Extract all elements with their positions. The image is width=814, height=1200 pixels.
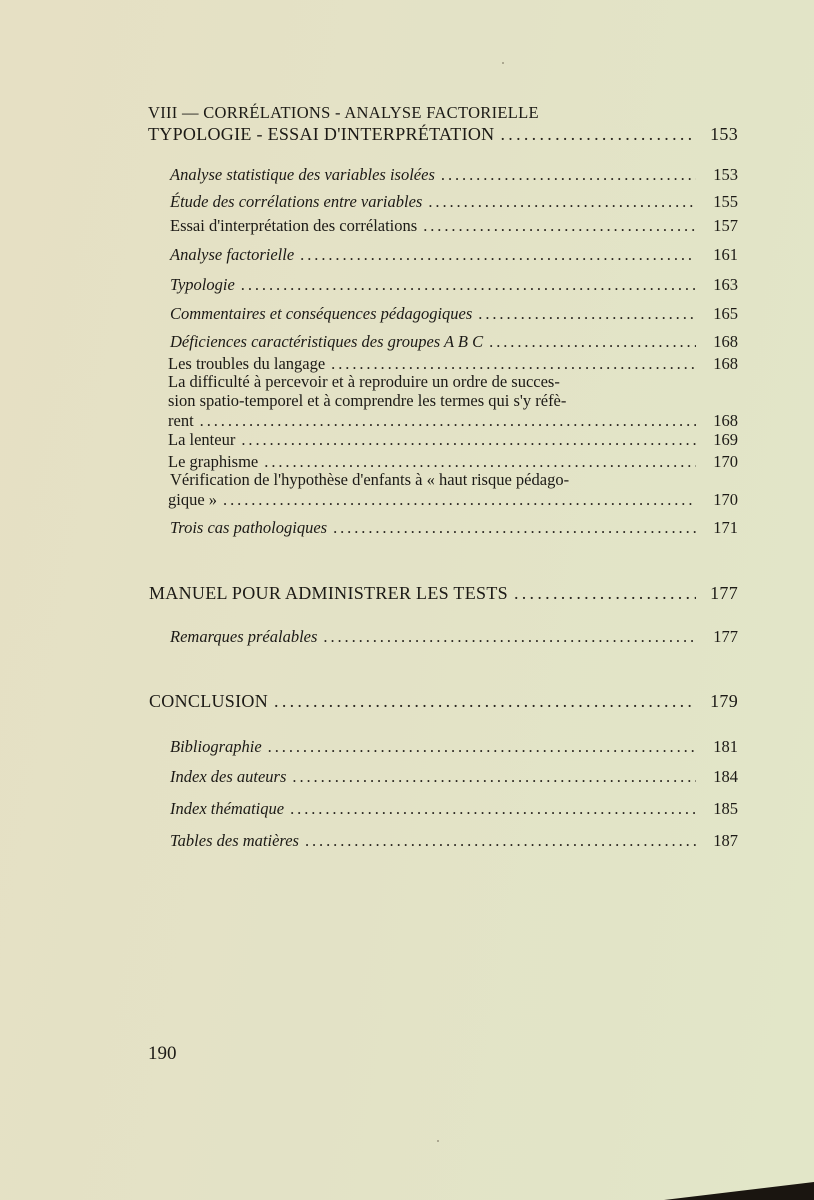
dot-leader	[500, 125, 696, 143]
toc-entry[interactable]	[168, 412, 738, 430]
entry-label: Commentaires et conséquences pédagogiques	[170, 304, 473, 323]
toc-entry[interactable]	[168, 431, 738, 449]
entry-label: Index des auteurs	[170, 767, 287, 786]
entry-label-line1: La difficulté à percevoir et à reproduire un ordre de succes-	[168, 372, 560, 391]
page-number: 184	[713, 767, 738, 786]
toc-entry[interactable]	[168, 491, 738, 509]
toc-chapter-entry[interactable]	[149, 692, 738, 710]
dot-leader	[290, 800, 696, 818]
toc-entry[interactable]	[168, 453, 738, 471]
entry-label: Les troubles du langage	[168, 354, 326, 373]
toc-entry[interactable]	[170, 628, 738, 646]
entry-label: Bibliographie	[170, 737, 262, 756]
dot-leader	[333, 519, 696, 537]
toc-entry[interactable]	[170, 246, 738, 264]
page-number: 185	[713, 799, 738, 818]
page-number: 171	[713, 518, 738, 537]
entry-label-line2: sion spatio-temporel et à comprendre les termes qui s'y réfè-	[168, 391, 567, 410]
dot-leader	[489, 333, 696, 351]
dot-leader	[323, 628, 696, 646]
entry-label: Analyse statistique des variables isolées	[170, 165, 435, 184]
entry-label: Tables des matières	[170, 831, 299, 850]
chapter-title-line1: VIII — CORRÉLATIONS - ANALYSE FACTORIELLE	[148, 103, 539, 122]
page-folio: 190	[148, 1043, 177, 1064]
page-number: 177	[710, 583, 738, 603]
chapter-title: CONCLUSION	[149, 691, 269, 711]
dot-leader	[478, 305, 696, 323]
toc-entry[interactable]	[170, 519, 738, 537]
dot-leader	[305, 832, 696, 850]
chapter-title-line2: TYPOLOGIE - ESSAI D'INTERPRÉTATION	[148, 124, 495, 144]
dot-leader	[428, 193, 696, 211]
dot-leader	[241, 431, 696, 449]
page-number: 169	[713, 430, 738, 449]
entry-label: Analyse factorielle	[170, 245, 295, 264]
toc-entry[interactable]	[170, 738, 738, 756]
page-number: 177	[713, 627, 738, 646]
dot-leader	[514, 584, 696, 602]
entry-label: Remarques préalables	[170, 627, 318, 646]
toc-entry[interactable]	[170, 768, 738, 786]
toc-chapter-entry[interactable]	[149, 584, 738, 602]
entry-label: Typologie	[170, 275, 235, 294]
page-number: 170	[713, 452, 738, 471]
page-number: 165	[713, 304, 738, 323]
entry-label: Index thématique	[170, 799, 285, 818]
page-number: 181	[713, 737, 738, 756]
entry-label: rent	[168, 411, 194, 430]
dot-leader	[423, 217, 696, 235]
dot-leader	[331, 355, 696, 373]
entry-label: Déficiences caractéristiques des groupes A B C	[170, 332, 484, 351]
page-number: 153	[710, 124, 738, 144]
toc-entry[interactable]	[168, 355, 738, 373]
page-number: 153	[713, 165, 738, 184]
toc-entry[interactable]	[170, 276, 738, 294]
page-number: 155	[713, 192, 738, 211]
dot-leader	[274, 692, 696, 710]
toc-chapter-entry[interactable]	[148, 125, 738, 143]
page-number: 179	[710, 691, 738, 711]
dot-leader	[300, 246, 696, 264]
toc-entry[interactable]	[170, 193, 738, 211]
dot-leader	[223, 491, 696, 509]
entry-label: Trois cas pathologiques	[170, 518, 328, 537]
dot-leader	[441, 166, 696, 184]
page-corner-shadow	[664, 1182, 814, 1200]
toc-entry[interactable]	[170, 166, 738, 184]
toc-entry[interactable]	[170, 800, 738, 818]
page-number: 168	[713, 354, 738, 373]
entry-label-line1: Vérification de l'hypothèse d'enfants à « haut risque pédago-	[170, 470, 570, 489]
entry-label: Le graphisme	[168, 452, 259, 471]
page-number: 187	[713, 831, 738, 850]
dot-leader	[241, 276, 696, 294]
dot-leader	[200, 412, 696, 430]
page-number: 157	[713, 216, 738, 235]
entry-label: Essai d'interprétation des corrélations	[170, 216, 418, 235]
toc-entry[interactable]	[170, 333, 738, 351]
page-number: 163	[713, 275, 738, 294]
entry-label: Étude des corrélations entre variables	[170, 192, 423, 211]
paper-speck	[437, 1140, 439, 1142]
page-number: 161	[713, 245, 738, 264]
page-number: 168	[713, 411, 738, 430]
page-number: 168	[713, 332, 738, 351]
toc-entry[interactable]	[170, 832, 738, 850]
entry-label: La lenteur	[168, 430, 236, 449]
dot-leader	[264, 453, 696, 471]
page-number: 170	[713, 490, 738, 509]
chapter-title: MANUEL POUR ADMINISTRER LES TESTS	[149, 583, 508, 603]
entry-label: gique »	[168, 490, 218, 509]
toc-entry[interactable]	[170, 305, 738, 323]
dot-leader	[292, 768, 696, 786]
paper-speck	[502, 62, 504, 64]
dot-leader	[268, 738, 696, 756]
toc-entry[interactable]	[170, 217, 738, 235]
